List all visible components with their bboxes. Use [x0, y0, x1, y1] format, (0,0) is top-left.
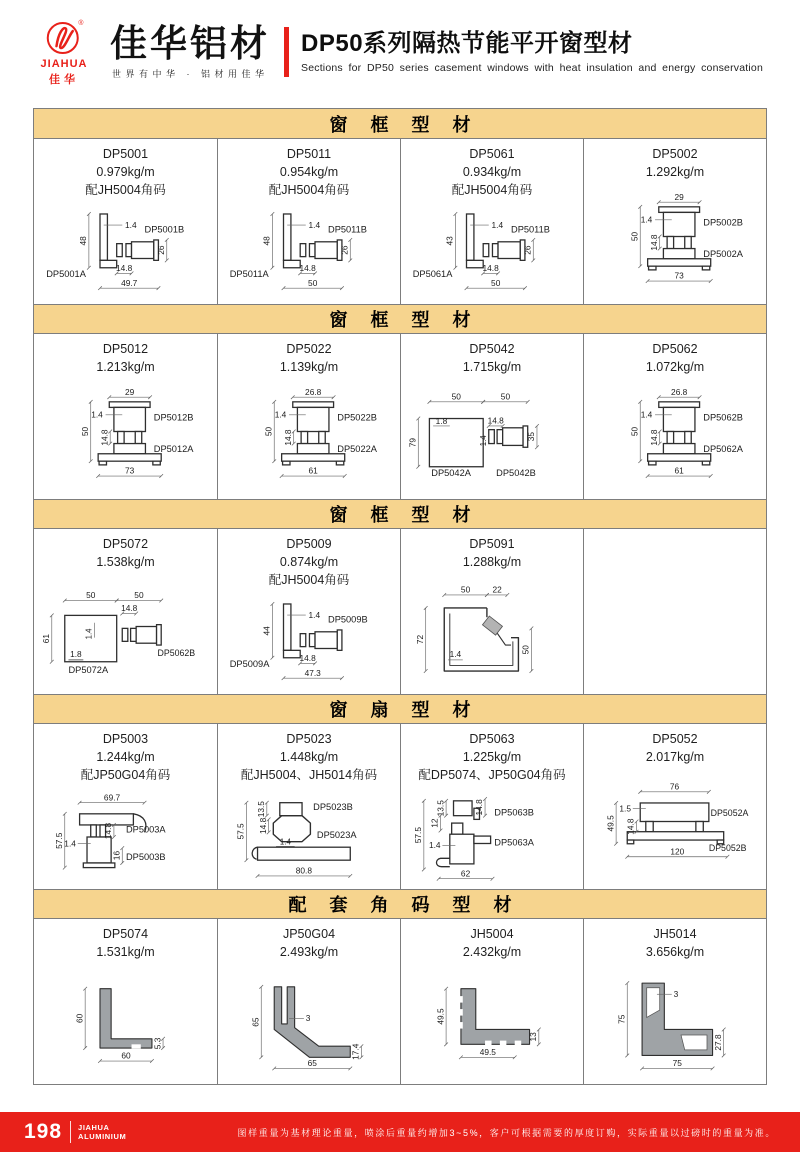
svg-text:1.4: 1.4 [449, 648, 462, 659]
profile-weight: 1.531kg/m [96, 944, 155, 959]
company-name: 佳华铝材 [110, 22, 270, 64]
profile-cell [400, 919, 583, 1084]
svg-text:50: 50 [520, 644, 531, 655]
profile-weight: 0.874kg/m [279, 554, 339, 569]
svg-text:49.5: 49.5 [435, 1008, 446, 1025]
svg-text:3: 3 [305, 1012, 311, 1023]
brand-name-cn: 佳华 [49, 73, 79, 86]
svg-text:1.4: 1.4 [491, 219, 504, 230]
svg-text:DP5003B: DP5003B [125, 851, 166, 862]
profile-section [34, 109, 766, 304]
profile-cell [583, 724, 766, 889]
svg-text:1.4: 1.4 [308, 219, 321, 230]
profile-weight: 3.656kg/m [645, 944, 705, 959]
svg-text:29: 29 [674, 191, 684, 202]
profile-drawing [401, 199, 583, 304]
svg-text:DP5009B: DP5009B [328, 614, 368, 625]
svg-text:26: 26 [339, 245, 350, 255]
profile-cell [400, 334, 583, 499]
svg-text:1.4: 1.4 [478, 435, 488, 447]
profile-cross-section [218, 387, 400, 489]
svg-text:26.8: 26.8 [305, 386, 322, 397]
profile-cross-section [218, 786, 400, 888]
svg-text:14.8: 14.8 [474, 798, 485, 816]
svg-text:47.3: 47.3 [304, 667, 321, 678]
profile-cell [583, 919, 766, 1084]
svg-text:61: 61 [308, 465, 318, 476]
profile-drawing [584, 767, 766, 890]
profile-weight: 1.288kg/m [462, 554, 522, 569]
svg-text:1.4: 1.4 [640, 214, 653, 225]
svg-text:76: 76 [669, 781, 680, 792]
svg-text:61: 61 [41, 633, 51, 643]
svg-text:1.4: 1.4 [428, 839, 441, 850]
company-tagline: 世界有中华 · 铝材用佳华 [112, 68, 269, 79]
svg-text:26.8: 26.8 [671, 386, 688, 397]
svg-text:1.5: 1.5 [619, 803, 631, 814]
profile-section [34, 694, 766, 889]
profile-code: DP5091 [469, 537, 515, 551]
section-row [34, 724, 766, 889]
section-header: 窗 框 型 材 [34, 109, 766, 139]
svg-text:79: 79 [407, 437, 418, 448]
profile-weight: 1.292kg/m [645, 164, 705, 179]
page-number: 198 [24, 1120, 63, 1143]
svg-text:1.4: 1.4 [279, 837, 291, 847]
footer-divider [70, 1121, 71, 1143]
profile-weight: 1.244kg/m [96, 749, 155, 764]
profile-cross-section [584, 972, 766, 1074]
svg-text:17.4: 17.4 [350, 1043, 361, 1060]
svg-text:57.5: 57.5 [53, 832, 64, 849]
profile-code: DP5001 [102, 147, 149, 161]
profile-drawing [218, 962, 400, 1085]
svg-text:22: 22 [492, 584, 502, 595]
footer-note: 图样重量为基材理论重量，喷涂后重量约增加3~5%，客户可根据需要的厚度订购，实际重量以过磅时的重量为准。 [237, 1127, 776, 1138]
svg-text:5.3: 5.3 [152, 1037, 163, 1049]
svg-text:DP5062A: DP5062A [703, 443, 743, 454]
profile-code: DP5042 [469, 342, 515, 356]
svg-text:35: 35 [526, 431, 537, 441]
page-title-en: Sections for DP50 series casement windows with heat insulation and energy conservation [301, 61, 764, 74]
svg-text:49.5: 49.5 [479, 1046, 496, 1057]
section-row [34, 919, 766, 1084]
svg-text:DP5062B: DP5062B [703, 412, 743, 423]
svg-text:60: 60 [74, 1013, 85, 1023]
section-header: 窗 扇 型 材 [34, 694, 766, 724]
profile-code: DP5074 [102, 927, 149, 941]
profile-cross-section [218, 591, 400, 693]
svg-text:48: 48 [78, 235, 89, 246]
profile-cell [217, 529, 400, 694]
svg-text:49.7: 49.7 [121, 277, 138, 288]
profile-code: DP5052 [652, 732, 698, 746]
profile-code: DP5062 [652, 342, 698, 356]
profile-drawing [218, 589, 400, 694]
svg-text:65: 65 [307, 1057, 317, 1068]
svg-text:DP5003A: DP5003A [125, 823, 166, 834]
svg-text:50: 50 [629, 231, 640, 241]
profile-drawing [218, 377, 400, 500]
svg-text:DP5011B: DP5011B [511, 224, 550, 235]
svg-text:14.8: 14.8 [487, 415, 504, 426]
title-divider [284, 27, 289, 77]
profile-cross-section [401, 387, 583, 489]
profile-cross-section [401, 201, 583, 303]
svg-text:14.8: 14.8 [482, 262, 499, 273]
svg-text:73: 73 [674, 270, 684, 281]
profile-weight: 0.954kg/m [279, 164, 339, 179]
profile-cell [583, 529, 766, 694]
footer-brand-line2: ALUMINIUM [78, 1132, 127, 1141]
svg-text:75: 75 [672, 1057, 682, 1068]
profile-cross-section [584, 387, 766, 489]
jiahua-emblem-icon [44, 18, 84, 58]
svg-text:14.8: 14.8 [648, 234, 659, 251]
profile-note: 配JH5004角码 [451, 182, 533, 197]
profile-code: DP5011 [286, 147, 332, 161]
profile-code: JP50G04 [282, 927, 336, 941]
svg-text:DP5002A: DP5002A [703, 248, 743, 259]
profile-weight: 1.715kg/m [462, 359, 522, 374]
registered-mark: ® [78, 19, 84, 27]
profile-code: JH5004 [470, 927, 514, 941]
profile-note: 配JH5004角码 [85, 182, 166, 197]
section-header: 窗 框 型 材 [34, 304, 766, 334]
svg-text:50: 50 [263, 426, 274, 436]
profile-drawing [401, 962, 583, 1085]
profile-code: DP5063 [469, 732, 515, 746]
profile-cell [217, 139, 400, 304]
profile-cell [400, 724, 583, 889]
profile-cross-section [34, 786, 217, 888]
profile-drawing [584, 377, 766, 500]
brand-name-en: JIAHUA [40, 57, 88, 70]
svg-text:DP5011B: DP5011B [328, 224, 367, 235]
svg-text:16: 16 [111, 850, 122, 860]
svg-text:50: 50 [491, 277, 501, 288]
svg-text:DP5011A: DP5011A [229, 268, 269, 279]
svg-text:65: 65 [250, 1017, 261, 1027]
profile-weight: 1.538kg/m [96, 554, 155, 569]
svg-text:60: 60 [121, 1050, 131, 1061]
svg-text:50: 50 [86, 589, 96, 600]
profile-cell [34, 529, 217, 694]
profile-section [34, 499, 766, 694]
svg-text:DP5002B: DP5002B [703, 217, 743, 228]
title-block [301, 30, 763, 74]
svg-text:DP5012A: DP5012A [153, 443, 194, 454]
profile-drawing [34, 572, 217, 695]
svg-text:DP5063A: DP5063A [494, 836, 534, 847]
profile-note: 配DP5074、JP50G04角码 [418, 767, 566, 782]
svg-text:14.8: 14.8 [103, 822, 114, 839]
svg-text:57.5: 57.5 [235, 822, 246, 840]
svg-text:13: 13 [528, 1032, 539, 1042]
svg-text:50: 50 [500, 391, 511, 402]
profile-cell [34, 139, 217, 304]
profile-code: DP5023 [286, 732, 332, 746]
svg-text:14.8: 14.8 [257, 817, 268, 834]
profile-note: 配JH5004角码 [268, 572, 350, 587]
profile-drawing [34, 377, 217, 500]
svg-text:DP5063B: DP5063B [494, 807, 534, 818]
profile-cell [34, 919, 217, 1084]
profile-cross-section [34, 582, 217, 684]
svg-text:DP5001A: DP5001A [46, 268, 86, 279]
profile-weight: 2.493kg/m [279, 944, 339, 959]
profile-code: DP5061 [469, 147, 515, 161]
profile-weight: 1.225kg/m [462, 749, 522, 764]
profile-cross-section [584, 192, 766, 294]
profile-weight: 1.448kg/m [279, 749, 339, 764]
profile-weight: 0.934kg/m [462, 164, 522, 179]
svg-text:1.4: 1.4 [308, 609, 321, 620]
svg-text:14.8: 14.8 [299, 262, 316, 273]
profile-drawing [584, 182, 766, 305]
profile-weight: 2.017kg/m [645, 749, 705, 764]
profile-cell [400, 139, 583, 304]
svg-text:1.4: 1.4 [640, 409, 653, 420]
svg-text:DP5052B: DP5052B [708, 842, 747, 853]
profile-cross-section [218, 201, 400, 303]
profile-note: 配JP50G04角码 [80, 767, 171, 782]
svg-text:26: 26 [522, 245, 533, 255]
svg-text:DP5023A: DP5023A [316, 829, 357, 840]
svg-text:DP5001B: DP5001B [144, 224, 185, 235]
profile-section [34, 304, 766, 499]
svg-text:61: 61 [674, 465, 684, 476]
page-header [0, 0, 800, 88]
section-row [34, 529, 766, 694]
profile-drawing [584, 536, 766, 694]
svg-text:DP5061A: DP5061A [412, 268, 453, 279]
svg-text:DP5042A: DP5042A [431, 467, 471, 478]
svg-text:14.8: 14.8 [121, 602, 138, 613]
svg-text:73: 73 [125, 465, 135, 476]
svg-text:72: 72 [414, 634, 425, 644]
profile-drawing [34, 199, 217, 304]
profile-cross-section [584, 777, 766, 879]
profile-cell [217, 919, 400, 1084]
svg-text:13.5: 13.5 [435, 799, 446, 816]
svg-text:DP5042B: DP5042B [496, 467, 536, 478]
section-row [34, 139, 766, 304]
profile-code: DP5072 [102, 537, 149, 551]
svg-text:50: 50 [134, 589, 144, 600]
svg-text:14.8: 14.8 [282, 429, 293, 446]
profile-cell [34, 724, 217, 889]
profile-code: DP5009 [286, 537, 332, 551]
svg-text:14.8: 14.8 [115, 262, 133, 273]
svg-text:29: 29 [125, 386, 135, 397]
svg-text:48: 48 [261, 235, 272, 246]
profile-drawing [218, 199, 400, 304]
profile-weight: 2.432kg/m [462, 944, 522, 959]
profile-cross-section [218, 972, 400, 1074]
profile-drawing [34, 962, 217, 1085]
svg-text:80.8: 80.8 [295, 865, 313, 876]
footer-bar [0, 1112, 800, 1152]
svg-text:3: 3 [673, 988, 679, 999]
profile-drawing [584, 962, 766, 1085]
svg-text:69.7: 69.7 [103, 791, 121, 802]
profile-drawing [401, 784, 583, 889]
profile-weight: 1.139kg/m [279, 359, 339, 374]
svg-text:1.4: 1.4 [274, 409, 287, 420]
svg-text:1.4: 1.4 [125, 219, 137, 230]
page-title-cn: DP50系列隔热节能平开窗型材 [301, 30, 633, 58]
company-block [110, 22, 270, 80]
svg-text:43: 43 [444, 235, 455, 246]
footer-brand [78, 1123, 126, 1142]
svg-text:DP5012B: DP5012B [153, 412, 194, 423]
section-row [34, 334, 766, 499]
svg-text:DP5022B: DP5022B [337, 412, 377, 423]
profile-drawing [401, 572, 583, 695]
footer-brand-line1: JIAHUA [78, 1122, 110, 1132]
profile-cell [34, 334, 217, 499]
profile-cell [217, 724, 400, 889]
svg-text:1.8: 1.8 [435, 415, 448, 426]
svg-text:DP5023B: DP5023B [313, 801, 353, 812]
svg-text:DP5052A: DP5052A [710, 807, 749, 818]
svg-text:DP5009A: DP5009A [229, 658, 270, 669]
profile-cell [583, 139, 766, 304]
svg-text:14.8: 14.8 [648, 429, 659, 446]
svg-text:27.8: 27.8 [712, 1034, 723, 1051]
svg-text:DP5062B: DP5062B [157, 647, 196, 658]
svg-text:DP5072A: DP5072A [68, 664, 109, 675]
profile-cross-section [34, 972, 217, 1074]
profile-code: JH5014 [653, 927, 697, 941]
svg-text:50: 50 [79, 426, 90, 436]
profile-drawing [401, 377, 583, 500]
profile-cell [217, 334, 400, 499]
profile-drawing [34, 784, 217, 889]
profile-cross-section [401, 972, 583, 1074]
svg-text:1.4: 1.4 [84, 628, 94, 640]
svg-text:57.5: 57.5 [413, 826, 424, 843]
profile-cell [583, 334, 766, 499]
svg-text:1.8: 1.8 [70, 648, 82, 659]
profile-table [33, 108, 767, 1085]
brand-logo [20, 18, 108, 87]
svg-text:14.8: 14.8 [625, 818, 636, 835]
svg-text:50: 50 [308, 277, 318, 288]
section-header: 窗 框 型 材 [34, 499, 766, 529]
svg-text:44: 44 [261, 625, 272, 636]
svg-text:75: 75 [616, 1014, 627, 1024]
svg-text:DP5022A: DP5022A [337, 443, 377, 454]
profile-cell [400, 529, 583, 694]
profile-cross-section [401, 786, 583, 888]
profile-note: 配JH5004角码 [268, 182, 350, 197]
profile-cross-section [34, 201, 217, 303]
profile-cross-section [401, 582, 583, 684]
svg-text:120: 120 [670, 846, 685, 857]
profile-section [34, 889, 766, 1084]
profile-code: DP5003 [102, 732, 149, 746]
profile-drawing [218, 784, 400, 889]
svg-text:1.4: 1.4 [64, 837, 76, 848]
svg-text:50: 50 [629, 426, 640, 436]
profile-weight: 1.072kg/m [645, 359, 705, 374]
svg-text:13.5: 13.5 [256, 800, 267, 817]
svg-text:14.8: 14.8 [299, 652, 316, 663]
profile-weight: 1.213kg/m [96, 359, 155, 374]
profile-code: DP5022 [286, 342, 332, 356]
profile-cross-section [34, 387, 217, 489]
svg-text:49.5: 49.5 [605, 815, 616, 832]
svg-text:50: 50 [460, 584, 471, 595]
profile-note: 配JH5004、JH5014角码 [240, 767, 378, 782]
svg-text:62: 62 [460, 868, 471, 879]
svg-text:1.4: 1.4 [91, 409, 103, 420]
section-header: 配 套 角 码 型 材 [34, 889, 766, 919]
svg-text:26: 26 [155, 245, 166, 255]
profile-code: DP5012 [102, 342, 149, 356]
profile-code: DP5002 [652, 147, 698, 161]
profile-weight: 0.979kg/m [96, 164, 155, 179]
svg-text:14.8: 14.8 [99, 429, 110, 446]
svg-text:12: 12 [429, 818, 440, 828]
svg-text:50: 50 [451, 391, 461, 402]
